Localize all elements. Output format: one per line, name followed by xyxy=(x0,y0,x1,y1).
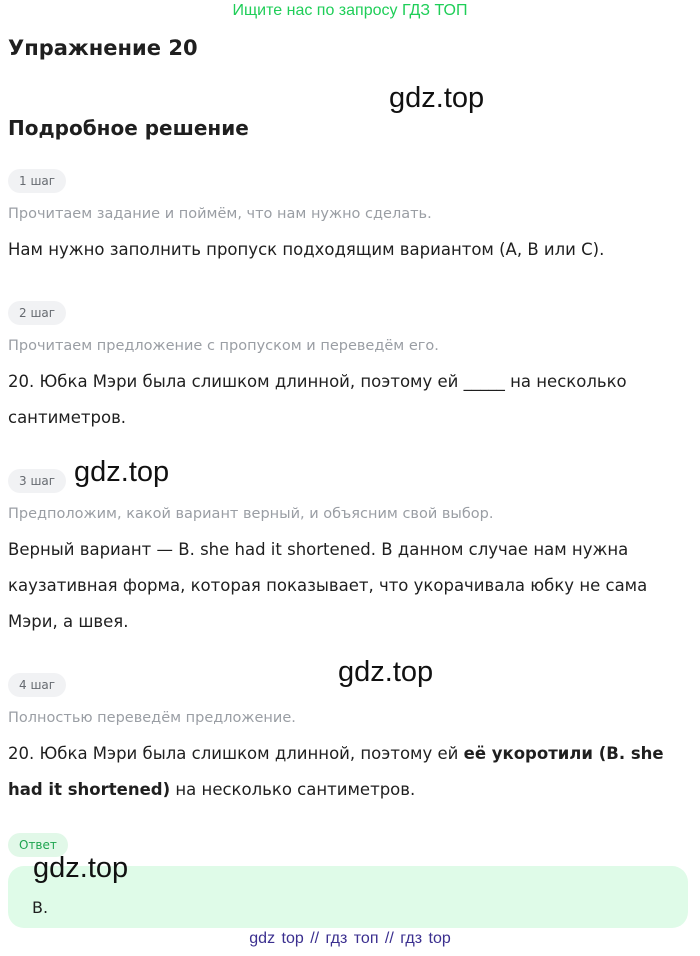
step-badge-2: 2 шаг xyxy=(8,301,66,325)
step-text-4-after: на несколько сантиметров. xyxy=(170,780,416,799)
step-hint-4: Полностью переведём предложение. xyxy=(8,710,296,726)
section-title: Подробное решение xyxy=(8,116,249,140)
step-text-2: 20. Юбка Мэри была слишком длинной, поэтому ей _____ на несколько сантиметров. xyxy=(8,372,627,427)
step-text-4 xyxy=(8,736,688,808)
watermark: gdz.top xyxy=(33,852,129,884)
watermark: gdz.top xyxy=(389,82,485,114)
step-text-1: Нам нужно заполнить пропуск подходящим вариантом (A, B или C). xyxy=(8,240,605,259)
step-hint-3: Предположим, какой вариант верный, и объясним свой выбор. xyxy=(8,506,494,522)
answer-badge: Ответ xyxy=(8,833,68,857)
step-text-3: Верный вариант — B. she had it shortened. В данном случае нам нужна каузативная форма, которая показывает, что укорачивала юбку не сама Мэри, а швея. xyxy=(8,540,648,631)
step-text-4-highlight: её укоротили (B. she had it shortened) xyxy=(8,744,664,799)
footer-links: gdz top // гдз топ // гдз top xyxy=(249,930,451,947)
search-banner: Ищите нас по запросу ГДЗ ТОП xyxy=(232,2,468,19)
answer-text: B. xyxy=(32,898,49,917)
step-hint-2: Прочитаем предложение с пропуском и переведём его. xyxy=(8,338,439,354)
step-text-4-before: 20. Юбка Мэри была слишком длинной, поэтому ей xyxy=(8,744,464,763)
step-hint-1: Прочитаем задание и поймём, что нам нужно сделать. xyxy=(8,206,432,222)
step-badge-1: 1 шаг xyxy=(8,169,66,193)
watermark: gdz.top xyxy=(338,656,434,688)
step-badge-4: 4 шаг xyxy=(8,673,66,697)
watermark: gdz.top xyxy=(74,456,170,488)
step-badge-3: 3 шаг xyxy=(8,469,66,493)
page-title: Упражнение 20 xyxy=(8,36,198,60)
